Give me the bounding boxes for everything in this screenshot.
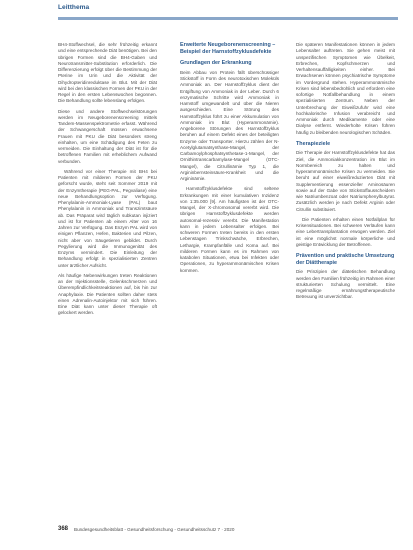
body-paragraph: Beim Abbau von Protein fällt überschüssiger Stickstoff in Form des neurotoxischen Moleküls Ammoniak an. Der Harnstoffzyklus dient der Entgiftung von Ammoniak in der Leber. Durch 6 enzymatische Schritte wird Ammoniak in Harnstoff umgewandelt und über die Nieren ausgeschieden. Eine Störung des Harnstoffzyklus führt zu einer Akkumulation von Ammoniak im Blut (Hyperammonämie). Angeborene Störungen des Harnstoffzyklus beruhen auf einem Defekt eines der beteiligten Enzyme oder Transporter. Hierzu zählen der N-Acetylglutamatsynthase-Mangel, der Carbamoylphosphatsynthetase-1-Mangel, der Ornithintranscarbamylase-Mangel (OTC-Mangel), die Citrullinämie Typ 1, die Argininbernsteinsäure-Krankheit und die Argininämie. [180,69,279,182]
body-paragraph: Harnstoffzyklusdefekte sind seltene Erkrankungen mit einer kumulativen Inzidenz von 1:35.000 [9]. Am häufigsten ist der OTC-Mangel, der X-chromosomal vererbt wird. Die übrigen Harnstoffzyklusdefekte werden autosomal-rezessiv vererbt. Die Manifestation kann in jedem Lebensalter erfolgen. Bei schweren Formen treten bereits in den ersten Lebenstagen Trinkschwäche, Erbrechen, Lethargie, Krampfanfälle und Koma auf. Bei milderen Formen kann es im Rahmen von katabolen Situationen, etwa bei Infekten oder Operationen, zu hyperammonämischen Krisen kommen. [180,186,279,273]
body-paragraph: Die Therapie der Harnstoffzyklusdefekte hat das Ziel, die Ammoniakkonzentration im Blut im Normbereich zu halten und hyperammonämische Krisen zu vermeiden. Sie beruht auf einer eiweißreduzierten Diät mit Supplementierung essenzieller Aminosäuren sowie auf der Gabe von Stickstoffausscheidern wie Natriumbenzoat oder Natriumphenylbutyrat. Zusätzlich werden je nach Defekt Arginin oder Citrullin substituiert. [296,150,395,212]
body-paragraph: Als häufige Nebenwirkungen treten Reaktionen an der Injektionsstelle, Gelenkschmerzen und Überempfindlichkeitsreaktionen auf, bis hin zur Anaphylaxie. Die Patienten sollten daher stets einen Adrenalin-Autoinjektor mit sich führen. Eine Diät kann unter dieser Therapie oft gelockert werden. [58,272,157,316]
page-number: 368 [58,526,69,532]
section-heading: Erweiterte Neugeborenenscreening – Beispiel der Harnstoffzyklusdefekte [180,42,276,55]
body-paragraph: Diese und andere Stoffwechselstörungen werden im Neugeborenenscreening mittels Tandem-Massenspektrometrie erfasst. Während der Schwangerschaft müssen erwachsene Frauen mit PKU die Diät besonders streng einhalten, um eine Schädigung des Feten zu vermeiden. Die Einhaltung der Diät ist für die betroffenen Familien mit erheblichem Aufwand verbunden. [58,108,157,164]
text-column-3 [296,42,395,522]
section-label: Leitthema [58,4,90,11]
text-column-1 [58,42,157,522]
header-rule [58,17,398,20]
section-heading: Grundlagen der Erkrankung [180,60,252,67]
running-header [0,0,413,26]
body-paragraph: Die Patienten erhalten einen Notfallplan für Krisensituationen. Bei schweren Verläufen kann eine Lebertransplantation erwogen werden. Ziel ist eine möglichst normale körperliche und geistige Entwicklung der Betroffenen. [296,216,395,247]
body-paragraph: Während vor einer Therapie mit BH4 bei Patienten mit milderen Formen der PKU geforscht wurde, steht seit Sommer 2019 mit der Enzymtherapie (PEG-PAL, Pegvaliase) eine neue Behandlungsoption zur Verfügung. Phenylalanin-Ammoniak-Lyase (PAL) baut Phenylalanin in Ammoniak und Transzimtsäure ab. Das Präparat wird täglich subkutan injiziert und ist für Patienten ab einem Alter von 16 Jahren zur Verfügung. Das Enzym PAL wird von einigen Pflanzen, Hefen, Bakterien und Pilzen, nicht aber von Säugetieren gebildet. Durch Pegylierung wird die Immunogenität des Enzyms vermindert. Die Einleitung der Behandlung erfolgt in spezialisierten Zentren unter ärztlicher Aufsicht. [58,168,157,268]
text-column-2 [180,42,279,522]
journal-citation: Bundesgesundheitsblatt - Gesundheitsforschung - Gesundheitsschutz 7 · 2020 [74,527,235,532]
body-paragraph: Die Prinzipien der diätetischen Behandlung werden den Familien frühzeitig im Rahmen einer strukturierten Schulung vermittelt. Eine regelmäßige ernährungstherapeutische Betreuung ist unverzichtbar. [296,269,395,300]
body-paragraph: BH4-Stoffwechsel, die sehr frühzeitig erkannt und eine entsprechende Diät benötigen. Bei den übrigen Formen sind die BH4-Gaben und Neurotransmitter-Substitution erforderlich. Die Differenzierung erfolgt über die Bestimmung der Pterine im Urin und die Aktivität der Dihydropteridinreduktase im Blut. Mit der Diät wird bei den klassischen Formen der PKU in der Regel in den ersten Lebenswochen begonnen. Die Behandlung sollte lebenslang erfolgen. [58,42,157,104]
page-footer [0,526,413,540]
section-heading: Prävention und praktische Umsetzung der Diättherapie [296,253,395,266]
section-heading: Therapieziele [296,140,331,147]
body-paragraph: Die späteren Manifestationen können in jedem Lebensalter auftreten. Sie gehen meist mit unspezifischen Symptomen wie Übelkeit, Erbrechen, Kopfschmerzen und Verhaltensauffälligkeiten einher. Bei Erwachsenen können psychiatrische Symptome im Vordergrund stehen. Hyperammonämische Krisen sind lebensbedrohlich und erfordern eine sofortige Notfallbehandlung in einem spezialisierten Zentrum. Neben der Unterbrechung der Eiweißzufuhr wird eine hochkalorische Infusion verabreicht und Ammoniak durch Medikamente oder eine Dialyse entfernt. Wiederholte Krisen führen häufig zu bleibenden neurologischen Schäden. [296,42,395,135]
